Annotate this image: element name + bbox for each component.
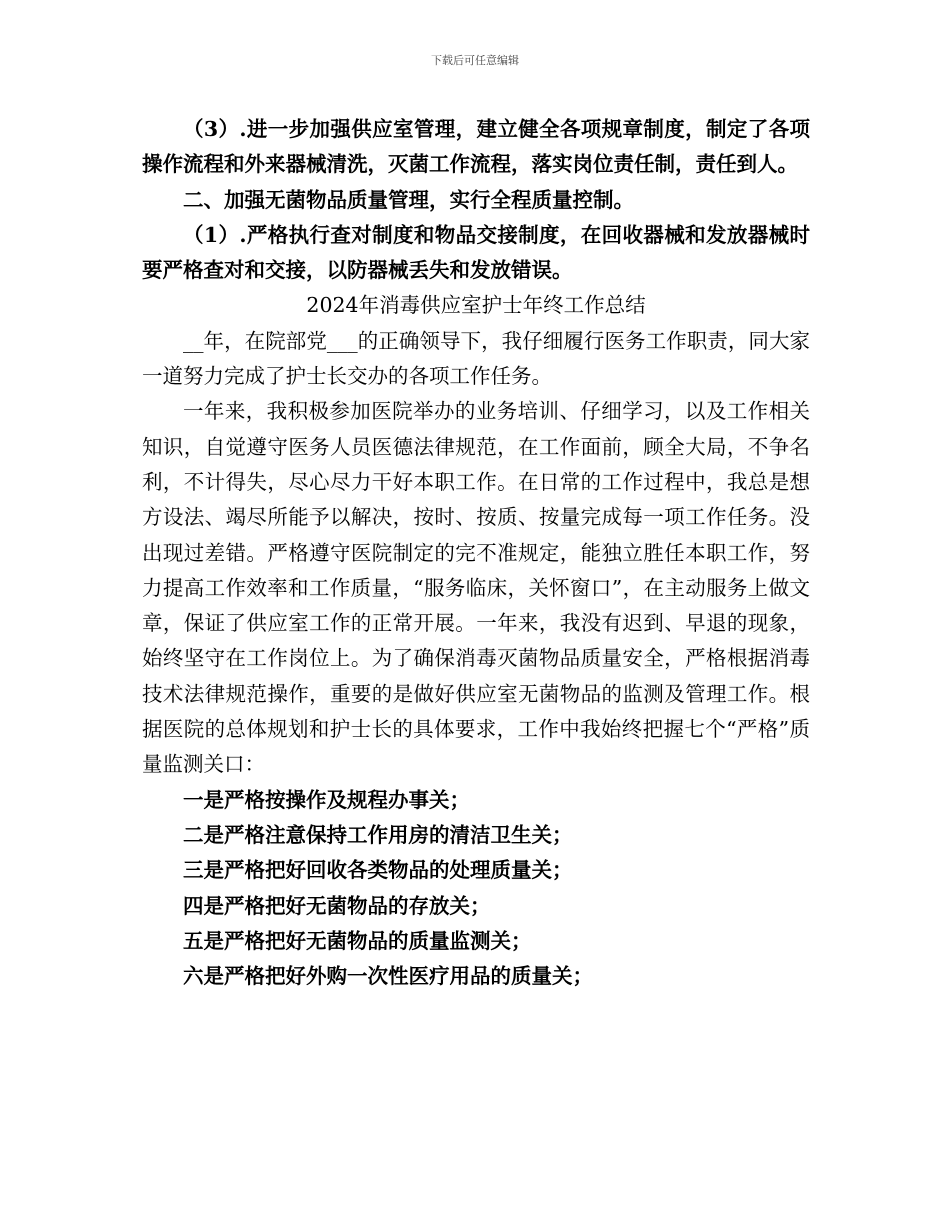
list-item: 五是严格把好无菌物品的质量监测关； (183, 928, 532, 953)
body-paragraph: 一年来，我积极参加医院举办的业务培训、仔细学习，以及工作相关知识，自觉遵守医务人员医德法律规范，在工作面前，顾全大局，不争名利，不计得失，尽心尽力干好本职工作。在日常的工作过程中，我总是想方设法、竭尽所能予以解决，按时、按质、按量完成每一项工作任务。没出现过差错。严格遵守医院制定的完不准规定，能独立胜任本职工作，努力提高工作效率和工作质量，“服务临床，关怀窗口”，在主动服务上做文章，保证了供应室工作的正常开展。一年来，我没有迟到、早退的现象，始终坚守在工作岗位上。为了确保消毒灭菌物品质量安全，严格根据消毒技术法律规范操作，重要的是做好供应室无菌物品的监测及管理工作。根据医院的总体规划和护士长的具体要求，工作中我始终把握七个“严格”质量监测关口： (142, 399, 810, 777)
document-title: 2024年消毒供应室护士年终工作总结 (306, 293, 646, 318)
list-item: 四是严格把好无菌物品的存放关； (183, 893, 491, 918)
list-item: 一是严格按操作及规程办事关； (183, 787, 470, 812)
intro-paragraph: __年，在院部党___的正确领导下，我仔细履行医务工作职责，同大家一道努力完成了护士长交办的各项工作任务。 (142, 328, 810, 389)
document-body (142, 112, 810, 994)
list-item: 六是严格把好外购一次性医疗用品的质量关； (183, 964, 593, 989)
list-item: 三是严格把好回收各类物品的处理质量关； (183, 858, 573, 883)
section-heading-2: 二、加强无菌物品质量管理，实行全程质量控制。 (183, 187, 634, 212)
paragraph-item-3: （3）.进一步加强供应室管理，建立健全各项规章制度，制定了各项操作流程和外来器械清洗，灭菌工作流程，落实岗位责任制，责任到人。 (142, 117, 810, 177)
paragraph-item-1: （1）.严格执行查对制度和物品交接制度，在回收器械和发放器械时要严格查对和交接，以防器械丢失和发放错误。 (142, 222, 810, 283)
page-header: 下载后可任意编辑 (431, 54, 519, 67)
list-item: 二是严格注意保持工作用房的清洁卫生关； (183, 822, 573, 847)
